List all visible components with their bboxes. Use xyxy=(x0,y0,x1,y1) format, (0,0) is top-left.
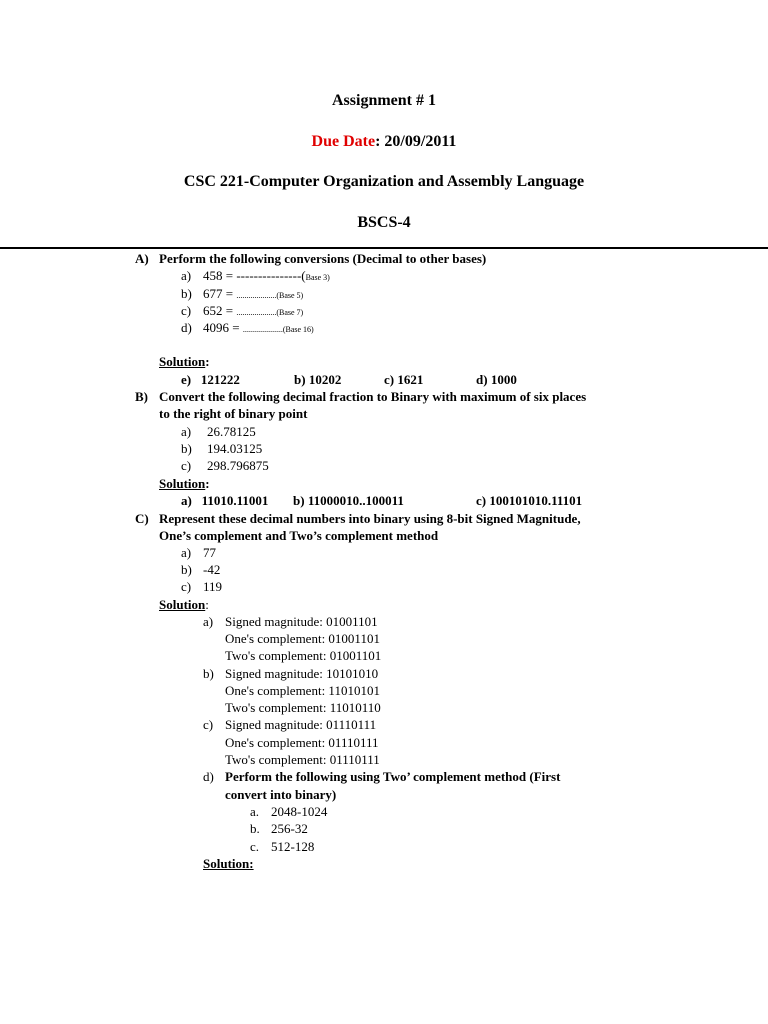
section-a-answer-c: c) 1621 xyxy=(384,372,424,387)
item-marker: b) xyxy=(181,286,192,301)
section-a-answer-d: d) 1000 xyxy=(476,372,517,387)
section-a-solution-label xyxy=(159,354,210,370)
section-c-question-line2: One’s complement and Two’s complement method xyxy=(159,528,439,543)
section-b-solution-label xyxy=(159,476,210,492)
section-c-answer-a-line3: Two's complement: 01001101 xyxy=(225,648,382,663)
solution-colon: : xyxy=(205,476,210,491)
solution-label: Solution xyxy=(159,354,206,369)
item-base-note: (Base 16) xyxy=(282,325,314,334)
item-text: 4096 = xyxy=(203,320,243,335)
item-base-note: (Base 5) xyxy=(276,291,304,300)
section-c-answer-b-line2: One's complement: 11010101 xyxy=(225,683,380,698)
item-marker: d) xyxy=(181,320,192,335)
item-dots: .................... xyxy=(242,325,283,334)
section-a-answer-b: b) 10202 xyxy=(294,372,342,387)
solution-colon: : xyxy=(205,597,209,612)
item-dots: .................... xyxy=(236,291,277,300)
section-b-answer-a: a) 11010.11001 xyxy=(181,493,269,508)
section-b-answer-c: c) 100101010.11101 xyxy=(476,493,583,508)
section-b-question-line2: to the right of binary point xyxy=(159,406,308,421)
item-base-note: Base 3) xyxy=(305,273,330,282)
item-marker: a) xyxy=(181,268,192,283)
header-divider xyxy=(0,247,768,249)
assignment-title: Assignment # 1 xyxy=(331,92,436,109)
solution-label: Solution xyxy=(159,476,206,491)
class-name: BSCS-4 xyxy=(357,214,411,231)
course-title: CSC 221-Computer Organization and Assembly Language xyxy=(183,173,585,190)
section-c-solution-label xyxy=(159,597,209,613)
section-c-marker: C) xyxy=(135,511,149,526)
section-b-answer-b: b) 11000010..100011 xyxy=(293,493,404,508)
solution-colon: : xyxy=(205,354,210,369)
section-b-question-line1: Convert the following decimal fraction to Binary with maximum of six places xyxy=(159,389,587,404)
section-c-part-d-solution-label: Solution: xyxy=(203,856,254,871)
item-base-note: (Base 7) xyxy=(276,308,304,317)
solution-label: Solution xyxy=(159,597,206,612)
item-text: 677 = xyxy=(203,286,237,301)
section-c-question-line1: Represent these decimal numbers into binary using 8-bit Signed Magnitude, xyxy=(159,511,581,526)
due-date-value: : 20/09/2011 xyxy=(375,133,457,150)
section-b-marker: B) xyxy=(135,389,148,404)
item-text: 652 = xyxy=(203,303,237,318)
item-text: 458 = ---------------( xyxy=(203,268,306,283)
item-marker: c) xyxy=(181,303,192,318)
section-a-marker: A) xyxy=(135,251,149,266)
section-c-answer-b-line3: Two's complement: 11010110 xyxy=(225,700,381,715)
due-date xyxy=(0,133,768,151)
item-dots: .................... xyxy=(236,308,277,317)
section-a-question-text: Perform the following conversions (Decimal to other bases) xyxy=(159,251,487,266)
section-c-answer-c-line3: Two's complement: 01110111 xyxy=(225,752,380,767)
section-c-answer-a-line2: One's complement: 01001101 xyxy=(225,631,380,646)
section-a-answer-e: e) 121222 xyxy=(181,372,240,387)
section-c-answer-c-line2: One's complement: 01110111 xyxy=(225,735,379,750)
section-c-part-d-question-line2: convert into binary) xyxy=(225,787,337,802)
due-date-label: Due Date xyxy=(311,133,376,150)
